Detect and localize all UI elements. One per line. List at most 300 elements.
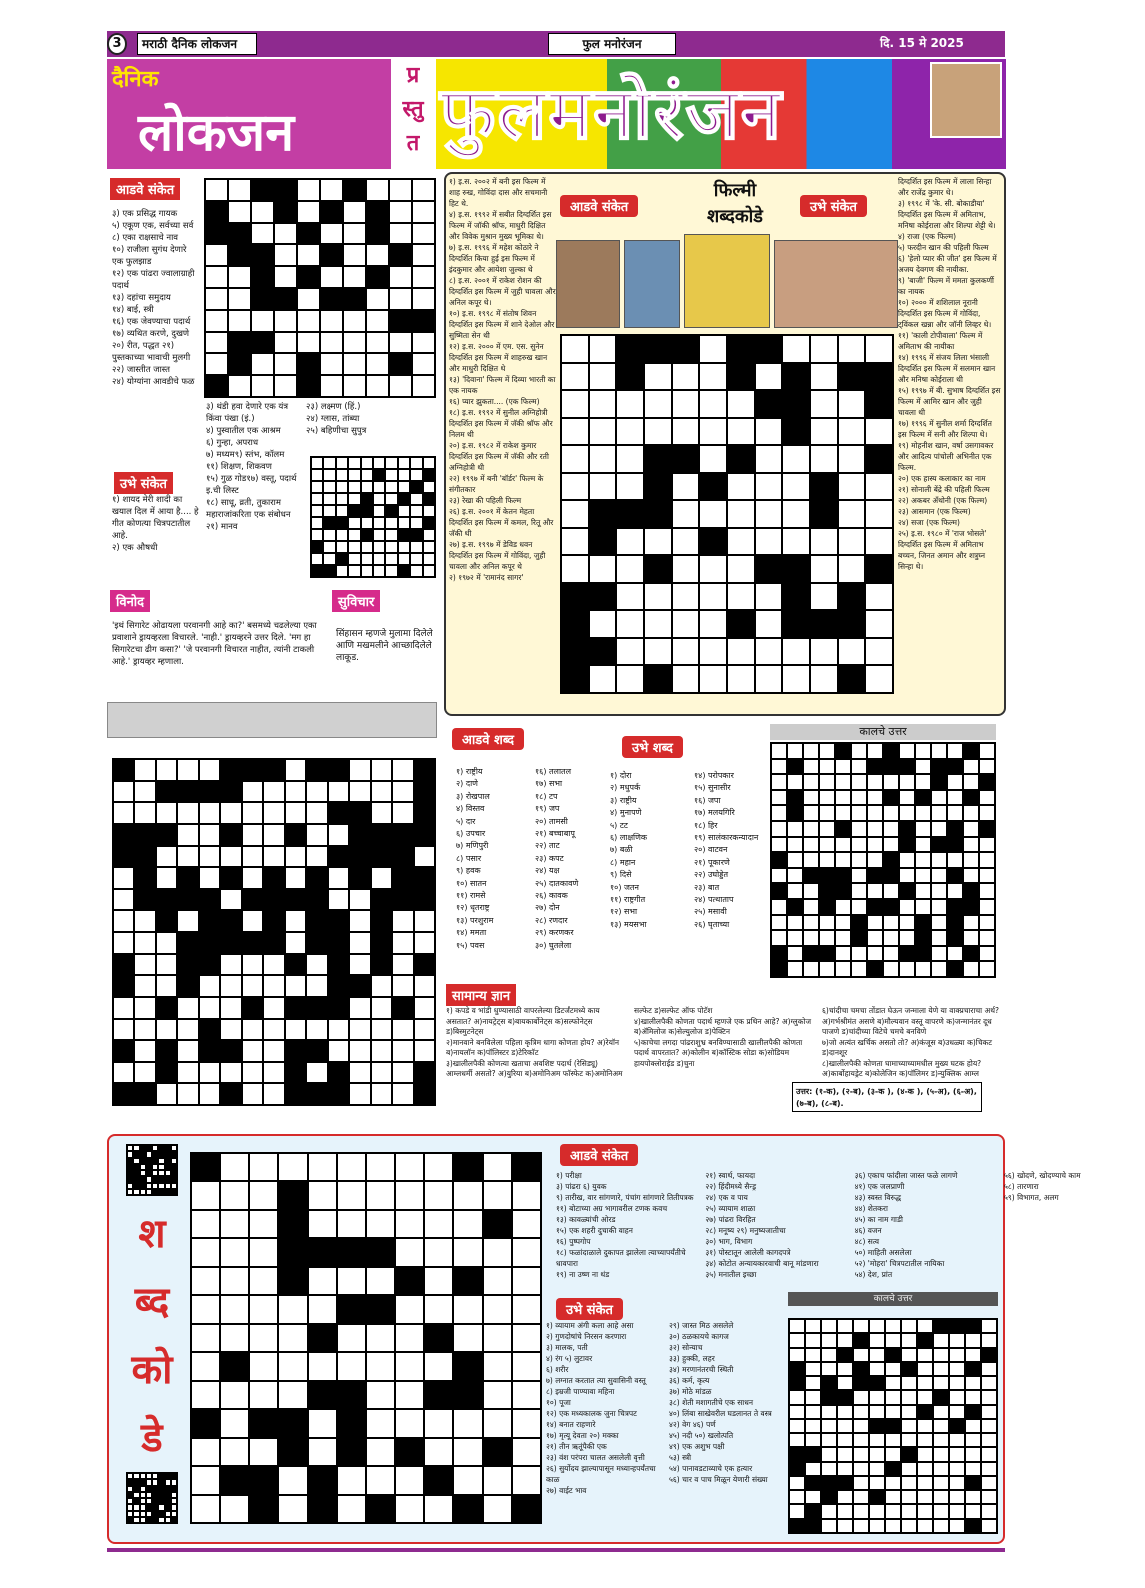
clue: २०) एक हास्य कलाकार का नाम [898,474,986,483]
grid-cell [805,1476,821,1490]
grid-cell [835,759,851,775]
grid-cell [979,899,995,915]
list-item: १३) परशुराम [456,915,494,925]
grid-cell [389,353,412,375]
grid-cell [156,759,177,781]
grid-cell [199,910,220,932]
grid-cell [805,1447,821,1461]
grid-cell [424,1495,453,1523]
grid-cell [242,1040,263,1062]
grid-cell [274,288,297,310]
grid-cell [803,759,819,775]
clue: २४) ग्लास, तांब्या [306,414,360,424]
page-number: 3 [107,33,127,55]
grid-cell [789,1390,805,1404]
grid-cell [156,1062,177,1084]
grid-cell [899,759,915,775]
grid-cell [361,481,373,493]
grid-cell [789,1447,805,1461]
grid-cell [205,353,228,375]
grid-cell [512,1324,541,1352]
grid-cell [672,638,700,666]
grid-cell [424,1238,453,1266]
grid-cell [672,390,700,418]
grid-cell [805,1504,821,1518]
grid-cell [483,1438,512,1466]
grid-cell [933,1476,949,1490]
grid-cell [285,824,306,846]
grid-cell [851,743,867,759]
grid-cell [113,1083,134,1105]
clue: ८) इ.स. २००१ में राकेश रोशन की दिग्दर्शित इस फिल्म में जुही चावला और अनिल कपूर थे। [449,276,556,307]
grid-cell [838,335,866,363]
grid-cell [915,883,931,899]
grid-cell [867,837,883,853]
grid-cell [337,1210,366,1238]
grid-cell [398,541,410,553]
grid-cell [901,1433,917,1447]
grid-cell [311,505,323,517]
grid-cell [899,790,915,806]
grid-cell [220,954,241,976]
grid-cell [366,1181,395,1209]
grid-cell [838,473,866,501]
paper-name: मराठी दैनिक लोकजन [137,33,257,55]
grid-cell [398,553,410,565]
grid-cell [771,852,787,868]
grid-cell [644,500,672,528]
grid-cell [979,852,995,868]
grid-cell [199,889,220,911]
grid-cell [965,1390,981,1404]
grid-cell [931,915,947,931]
grid-cell [242,889,263,911]
grid-cell [979,743,995,759]
list-item: १०) सातन [456,878,487,888]
grid-cell [810,665,838,693]
grid-cell [395,1267,424,1295]
grid-cell [787,899,803,915]
grid-cell [412,332,435,354]
grid-cell [177,997,198,1019]
grid-cell [242,975,263,997]
grid-cell [263,759,284,781]
grid-cell [389,375,412,397]
grid-cell [398,529,410,541]
clue: इ.ची लिस्ट [206,486,239,496]
grid-cell [512,1381,541,1409]
grid-cell [424,1210,453,1238]
clue: २३) आसमान (एक फिल्म) [898,507,971,516]
grid-cell [949,1348,965,1362]
grid-cell [963,899,979,915]
list-item: १३) मयसभा [610,919,647,929]
actor-photo-3 [684,234,770,328]
grid-cell [867,899,883,915]
grid-cell [853,1390,869,1404]
grid-cell [220,1438,249,1466]
grid-cell [901,1348,917,1362]
grid-cell [361,505,373,517]
grid-cell [205,375,228,397]
actor-photo-2 [624,240,680,328]
grid-cell [156,802,177,824]
grid-cell [803,774,819,790]
grid-cell [867,915,883,931]
grid-cell [349,1062,370,1084]
grid-cell [883,915,899,931]
grid-cell [837,1319,853,1333]
grid-cell [251,179,274,201]
grid-cell [782,555,810,583]
sk-down-list [546,1320,784,1536]
grid-cell [805,1390,821,1404]
grid-cell [755,390,783,418]
grid-cell [228,179,251,201]
grid-cell [285,802,306,824]
grid-cell [278,1324,307,1352]
clue: ११) 'काली टोपीवाला' फिल्म में अमिताभ की नायीका [898,331,983,351]
grid-cell [979,946,995,962]
grid-cell [821,1348,837,1362]
grid-cell [947,946,963,962]
grid-cell [883,805,899,821]
grid-cell [837,1504,853,1518]
grid-cell [199,759,220,781]
list-item: ९) हवक [456,866,481,876]
grid-cell [278,1352,307,1380]
grid-cell [156,781,177,803]
grid-cell [865,528,893,556]
grid-cell [853,1405,869,1419]
grid-cell [838,390,866,418]
grid-cell [589,583,617,611]
grid-cell [867,883,883,899]
list-item: ५०) माहिती असलेला [854,1248,912,1257]
list-item: ३५) मनातील इच्छा [705,1270,757,1279]
grid-cell [699,528,727,556]
grid-cell [821,1447,837,1461]
grid-cell [803,852,819,868]
grid-cell [414,1040,435,1062]
grid-cell [392,867,413,889]
grid-cell [589,335,617,363]
grid-cell [366,266,389,288]
grid-cell [308,1438,337,1466]
grid-cell [787,961,803,977]
grid-cell [311,565,323,577]
grid-cell [512,1153,541,1181]
cw1-down-list-a [112,494,200,574]
grid-cell [171,1189,177,1195]
list-item: २७) दोन [535,903,560,913]
grid-cell [933,1348,949,1362]
grid-cell [805,1319,821,1333]
grid-cell [242,1083,263,1105]
list-item: ३) पांढरा ६) युवक [556,1182,607,1191]
grid-cell [803,743,819,759]
grid-cell [835,743,851,759]
grid-cell [805,1405,821,1419]
grid-cell [251,353,274,375]
list-item: २१) पूकारणे [694,857,730,867]
grid-cell [156,1019,177,1041]
grid-cell [323,565,335,577]
grid-cell [371,824,392,846]
list-item: ९) दिसे [610,870,632,880]
grid-cell [205,179,228,201]
grid-cell [392,954,413,976]
grid-cell [278,1381,307,1409]
grid-cell [821,1405,837,1419]
grid-cell [297,310,320,332]
grid-cell [323,541,335,553]
grid-cell [220,932,241,954]
grid-cell [947,852,963,868]
grid-cell [512,1352,541,1380]
grid-cell [947,915,963,931]
grid-cell [727,665,755,693]
masthead-title: लोकजन [138,102,295,163]
grid-cell [869,1462,885,1476]
grid-cell [199,846,220,868]
grid-cell [933,1390,949,1404]
grid-cell [371,932,392,954]
grid-cell [423,529,435,541]
grid-cell [931,821,947,837]
grid-cell [917,1433,933,1447]
grid-cell [865,473,893,501]
clue: १९) मोहनीश खान, वर्षा उसगावकर और आदित्य पांचोली अभिनीत एक फिल्म. [898,441,994,472]
grid-cell [113,867,134,889]
grid-cell [819,821,835,837]
grid-cell [228,223,251,245]
filmi-down-text [898,176,1002,702]
grid-cell [328,975,349,997]
grid-cell [979,915,995,931]
grid-cell [242,781,263,803]
grid-cell [819,915,835,931]
list-item: ४६) वजन [854,1226,882,1235]
grid-cell [220,1381,249,1409]
grid-cell [644,555,672,583]
grid-cell [263,997,284,1019]
grid-cell [410,469,422,481]
grid-cell [787,759,803,775]
grid-cell [424,1438,453,1466]
grid-cell [699,500,727,528]
grid-cell [343,201,366,223]
grid-cell [242,1062,263,1084]
filmi-crossword-grid [560,334,894,694]
grid-cell [177,975,198,997]
grid-cell [285,1040,306,1062]
grid-cell [782,445,810,473]
grid-cell [561,445,589,473]
grid-cell [395,1352,424,1380]
grid-cell [385,553,397,565]
grid-cell [373,505,385,517]
list-item: ८)खालीलपैकी कोणता घामाच्याच्यामधील मुख्य घटक होय? अ)कार्बोहायड्रेट ब)कोलेजिन क)पॉलिमर ड)न्युक्लिक आम्ल [822,1058,982,1078]
list-item: ५९) विभागत, अलग [1003,1193,1059,1202]
grid-cell [410,565,422,577]
grid-cell [349,997,370,1019]
grid-cell [782,500,810,528]
grid-cell [561,390,589,418]
grid-cell [589,363,617,391]
grid-cell [410,517,422,529]
grid-cell [349,802,370,824]
grid-cell [337,1438,366,1466]
grid-cell [821,1519,837,1533]
grid-cell [917,1390,933,1404]
grid-cell [789,1376,805,1390]
grid-cell [821,1362,837,1376]
grid-cell [644,665,672,693]
grid-cell [297,223,320,245]
grid-cell [835,915,851,931]
grid-cell [414,954,435,976]
cw2-across-title: आडवे शब्द [452,728,524,750]
shabdakode-grid [190,1152,542,1524]
grid-cell [348,553,360,565]
grid-cell [274,179,297,201]
grid-cell [837,1476,853,1490]
grid-cell [361,541,373,553]
grid-cell [867,805,883,821]
grid-cell [867,821,883,837]
grid-cell [771,774,787,790]
list-item: ९) तारीख, वार सांगणारे, पंचांग सांगणारे तितीपत्रक [556,1193,694,1202]
grid-cell [819,774,835,790]
grid-cell [220,1495,249,1523]
grid-cell [385,481,397,493]
grid-cell [963,805,979,821]
grid-cell [343,375,366,397]
clue: २३) रेखा की पहिली फिल्म [449,496,522,505]
grid-cell [805,1348,821,1362]
grid-cell [263,802,284,824]
grid-cell [981,1490,997,1504]
grid-cell [395,1466,424,1494]
grid-cell [373,541,385,553]
grid-cell [134,802,155,824]
grid-cell [412,223,435,245]
grid-cell [965,1476,981,1490]
grid-cell [616,445,644,473]
grid-cell [220,889,241,911]
grid-cell [979,930,995,946]
grid-cell [242,997,263,1019]
grid-cell [297,201,320,223]
grid-cell [348,505,360,517]
grid-cell [134,910,155,932]
grid-cell [311,541,323,553]
grid-cell [423,493,435,505]
mini-grid-bottom [126,1472,178,1524]
grid-cell [616,418,644,446]
grid-cell [205,244,228,266]
grid-cell [963,852,979,868]
grid-cell [113,781,134,803]
grid-cell [274,266,297,288]
grid-cell [883,774,899,790]
grid-cell [320,375,343,397]
grid-cell [915,852,931,868]
grid-cell [931,868,947,884]
list-item: २६) घृताच्या [694,919,730,929]
grid-cell [199,1062,220,1084]
grid-cell [789,1490,805,1504]
grid-cell [901,1362,917,1376]
grid-cell [336,505,348,517]
grid-cell [414,824,435,846]
grid-cell [311,517,323,529]
grid-cell [810,528,838,556]
grid-cell [853,1462,869,1476]
grid-cell [274,375,297,397]
list-item: १२) धृतराष्ट्र [456,903,490,913]
grid-cell [869,1490,885,1504]
grid-cell [412,201,435,223]
grid-cell [915,837,931,853]
grid-cell [220,1409,249,1437]
grid-cell [644,390,672,418]
grid-cell [398,493,410,505]
grid-cell [699,363,727,391]
grid-cell [835,852,851,868]
grid-cell [979,837,995,853]
grid-cell [336,517,348,529]
grid-cell [789,1419,805,1433]
grid-cell [867,946,883,962]
grid-cell [917,1319,933,1333]
grid-cell [727,473,755,501]
grid-cell [821,1419,837,1433]
grid-cell [414,889,435,911]
clue: १६) प्यार झुकता.... (एक फिल्म) [449,397,540,406]
grid-cell [782,638,810,666]
grid-cell [278,1181,307,1209]
sk-down-title: उभे संकेत [556,1298,623,1320]
grid-cell [672,528,700,556]
list-item: १७) सभा [535,779,563,789]
grid-cell [851,883,867,899]
grid-cell [385,493,397,505]
list-item: ५)काचेचा लगदा पांढराशुभ्र बनविण्यासाठी खालीलपैकी कोणता पदार्थ वापरतात? अ)कोलीन ब)कॉस्टिक सोडा क)सोडियम हायपोक्लोराईड ड)चुना [634,1037,803,1068]
grid-cell [414,910,435,932]
list-item: ३) मालक, पती [546,1343,588,1352]
list-item: २९) जास्त मिठ असलेले [669,1321,734,1330]
grid-cell [981,1405,997,1419]
grid-cell [899,946,915,962]
grid-cell [328,1040,349,1062]
clue: दिग्दर्शित इस फिल्म में लाला सिन्हा और राजेंद्र कुमार थे। [898,177,992,197]
grid-cell [755,665,783,693]
grid-cell [965,1319,981,1333]
grid-cell [263,846,284,868]
grid-cell [306,910,327,932]
grid-cell [787,946,803,962]
grid-cell [410,541,422,553]
grid-cell [899,837,915,853]
grid-cell [392,1040,413,1062]
list-item: २४) पत्थाताप [694,895,734,905]
grid-cell [373,457,385,469]
grid-cell [320,310,343,332]
list-item: ११) बोटाच्या अग्र भागावरील टणक कवच [556,1204,668,1213]
grid-cell [865,335,893,363]
